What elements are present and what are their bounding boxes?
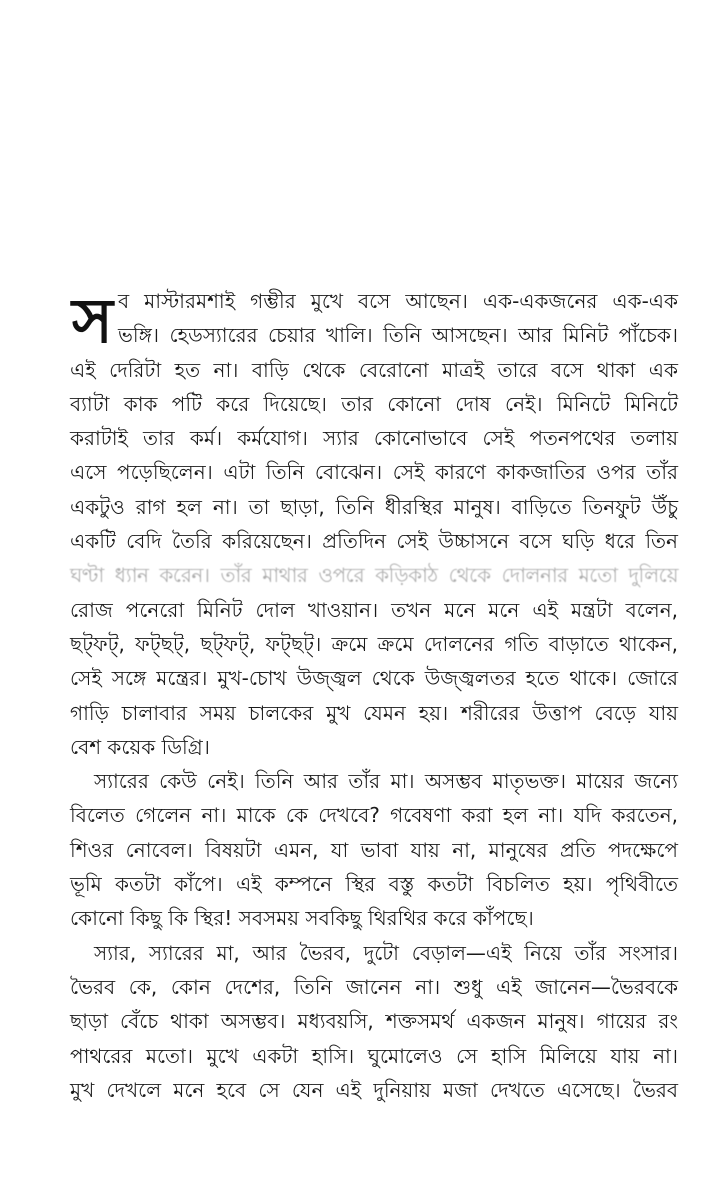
text-line: ছট্‌ফট্, ফট্‌ছট্, ছট্‌ফট্, ফট্‌ছট্। ক্রমে ক্রমে দোলনের গতি বাড়াতে থাকেন, xyxy=(70,631,678,656)
text-line: কোনো কিছু কি স্থির! সবসময় সবকিছু থিরথির করে কাঁপছে। xyxy=(70,906,534,931)
text-line: রোজ পনেরো মিনিট দোল খাওয়ান। তখন মনে মনে এই মন্ত্রটা বলেন, xyxy=(70,597,678,622)
text-line: স্যার, স্যারের মা, আর ভৈরব, দুটো বেড়াল—এই নিয়ে তাঁর সংসার। xyxy=(94,940,678,965)
text-line: শিওর নোবেল। বিষয়টা এমন, যা ভাবা যায় না, মানুষের প্রতি পদক্ষেপে xyxy=(70,837,678,862)
text-line: ছাড়া বেঁচে থাকা অসম্ভব। মধ্যবয়সি, শক্তসমর্থ একজন মানুষ। গায়ের রং xyxy=(70,1009,678,1034)
text-line: মুখ দেখলে মনে হবে সে যেন এই দুনিয়ায় মজা দেখতে এসেছে। ভৈরব xyxy=(70,1077,678,1102)
text-line: গাড়ি চালাবার সময় চালকের মুখ যেমন হয়। শরীরের উত্তাপ বেড়ে যায় xyxy=(70,700,678,725)
text-line: সেই সঙ্গে মন্ত্রের। মুখ-চোখ উজ্জ্বল থেকে উজ্জ্বলতর হতে থাকে। জোরে xyxy=(70,666,678,691)
text-line: বেশ কয়েক ডিগ্রি। xyxy=(70,734,210,759)
text-line: স্যারের কেউ নেই। তিনি আর তাঁর মা। অসম্ভব মাতৃভক্ত। মায়ের জন্যে xyxy=(94,769,678,794)
smudged-text-line: ঘণ্টা ধ্যান করেন। তাঁর মাথার ওপরে কড়িকাঠ থেকে দোলনার মতো দুলিয়ে xyxy=(70,563,678,588)
text-line: ব্যাটা কাক পটি করে দিয়েছে। তার কোনো দোষ নেই। মিনিটে মিনিটে xyxy=(70,391,678,416)
text-line: একটুও রাগ হল না। তা ছাড়া, তিনি ধীরস্থির মানুষ। বাড়িতে তিনফুট উঁচু xyxy=(70,494,678,519)
text-line: বিলেত গেলেন না। মাকে কে দেখবে? গবেষণা করা হল না। যদি করতেন, xyxy=(70,803,678,828)
text-line: ভূমি কতটা কাঁপে। এই কম্পনে স্থির বস্তু কতটা বিচলিত হয়। পৃথিবীতে xyxy=(70,872,678,897)
drop-cap: স xyxy=(72,284,113,357)
text-line: একটি বেদি তৈরি করিয়েছেন। প্রতিদিন সেই উচ্চাসনে বসে ঘড়ি ধরে তিন xyxy=(70,529,678,554)
body-text xyxy=(70,284,678,1107)
text-line: পাথরের মতো। মুখে একটা হাসি। ঘুমোলেও সে হাসি মিলিয়ে যায় না। xyxy=(70,1043,678,1068)
text-line: ভঙ্গি। হেডস্যারের চেয়ার খালি। তিনি আসছেন। আর মিনিট পাঁচেক। xyxy=(118,323,678,348)
text-line: এসে পড়েছিলেন। এটা তিনি বোঝেন। সেই কারণে কাকজাতির ওপর তাঁর xyxy=(70,460,678,485)
text-line: ব মাস্টারমশাই গম্ভীর মুখে বসে আছেন। এক-একজনের এক-এক xyxy=(118,289,678,313)
text-line: এই দেরিটা হত না। বাড়ি থেকে বেরোনো মাত্রই তারে বসে থাকা এক xyxy=(70,357,678,382)
text-line: করাটাই তার কর্ম। কর্মযোগ। স্যার কোনোভাবে সেই পতনপথের তলায় xyxy=(70,426,678,451)
text-line: ভৈরব কে, কোন দেশের, তিনি জানেন না। শুধু এই জানেন—ভৈরবকে xyxy=(70,974,678,999)
